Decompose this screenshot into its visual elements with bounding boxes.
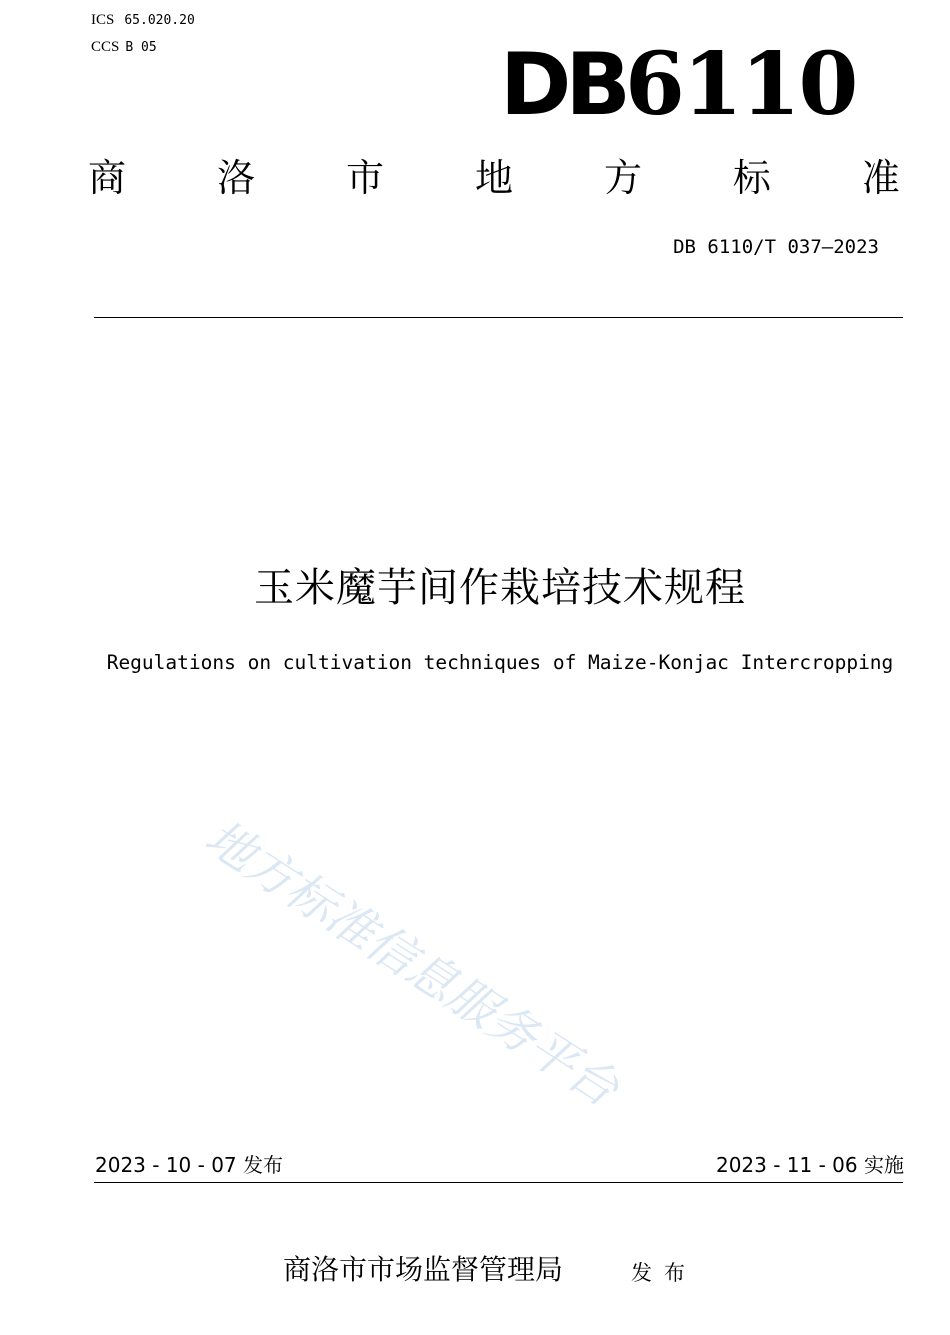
ccs-line <box>91 37 157 58</box>
ics-line <box>91 10 195 31</box>
ics-code: 65.020.20 <box>124 13 195 28</box>
issue-label: 发布 <box>631 1261 697 1285</box>
standard-type-heading <box>88 152 900 204</box>
standard-type-char: 地 <box>474 156 513 200</box>
db-logo-number: 6110 <box>624 34 857 135</box>
standard-type-char: 方 <box>603 156 642 200</box>
standard-type-char: 商 <box>88 156 127 200</box>
standard-type-char: 标 <box>732 156 771 200</box>
standard-type-char: 洛 <box>216 156 255 200</box>
ics-label: ICS <box>91 12 115 28</box>
watermark: 地方标准信息服务平台 <box>195 809 629 1118</box>
db-logo-letters: DB <box>500 35 625 135</box>
implementation-date: 2023 - 11 - 06 实施 <box>715 1153 904 1177</box>
title-english: Regulations on cultivation techniques of Maize-Konjac Intercropping <box>106 651 894 674</box>
standard-type-char: 准 <box>861 156 900 200</box>
title-chinese: 玉米魔芋间作栽培技术规程 <box>254 565 746 611</box>
standard-number: DB 6110/T 037—2023 <box>673 236 879 258</box>
standard-type-char: 市 <box>345 156 384 200</box>
ccs-label: CCS <box>91 39 120 55</box>
issue-date: 2023 - 10 - 07 发布 <box>95 1153 284 1177</box>
db-logo <box>500 34 857 135</box>
top-divider <box>94 317 903 318</box>
issuing-authority: 商洛市市场监督管理局 <box>283 1253 564 1286</box>
ccs-code: B 05 <box>125 40 157 55</box>
bottom-divider <box>94 1182 903 1183</box>
